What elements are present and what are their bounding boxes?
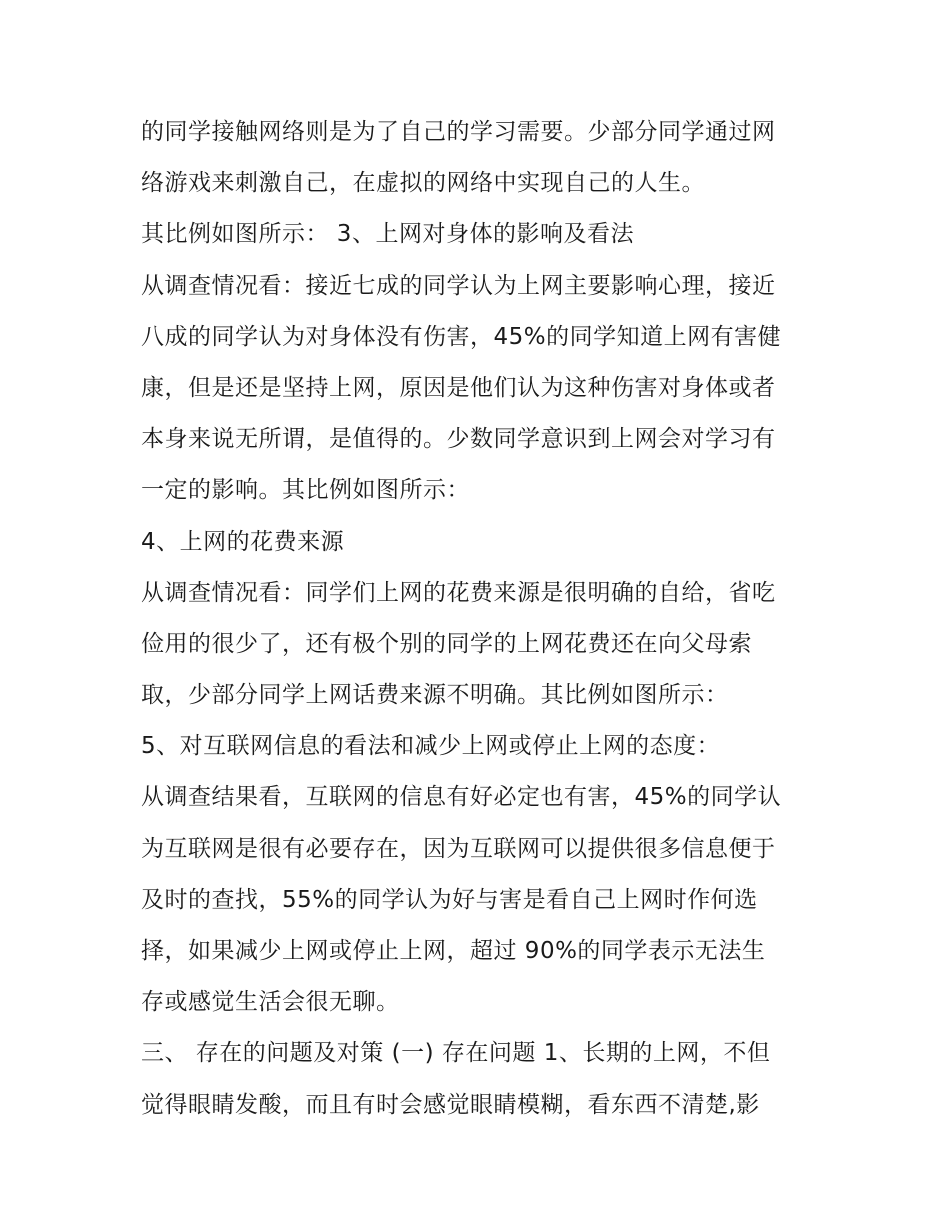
text-line: 康，但是还是坚持上网，原因是他们认为这种伤害对身体或者 [141,374,776,401]
text-line: 八成的同学认为对身体没有伤害，45%的同学知道上网有害健 [141,323,782,350]
text-line: 从调查情况看：接近七成的同学认为上网主要影响心理，接近 [141,272,776,299]
text-line: 从调查结果看，互联网的信息有好必定也有害，45%的同学认 [141,784,782,811]
text-line: 络游戏来刺激自己，在虚拟的网络中实现自己的人生。 [141,170,705,197]
text-line: 为互联网是很有必要存在，因为互联网可以提供很多信息便于 [141,835,776,862]
text-line: 择，如果减少上网或停止上网，超过 90%的同学表示无法生 [141,938,766,964]
section-heading: 4、上网的花费来源 [141,528,345,555]
text-line: 其比例如图所示： 3、上网对身体的影响及看法 [141,221,634,248]
text-line: 存或感觉生活会很无聊。 [141,989,400,1016]
text-line: 从调查情况看：同学们上网的花费来源是很明确的自给，省吃 [141,579,776,606]
text-line: 俭用的很少了，还有极个别的同学的上网花费还在向父母索 [141,630,752,657]
text-line: 本身来说无所谓，是值得的。少数同学意识到上网会对学习有 [141,426,776,453]
text-line: 觉得眼睛发酸，而且有时会感觉眼睛模糊，看东西不清楚,影 [141,1091,760,1118]
text-line: 的同学接触网络则是为了自己的学习需要。少部分同学通过网 [141,119,776,145]
text-line: 及时的查找，55%的同学认为好与害是看自己上网时作何选 [141,886,758,913]
text-line: 一定的影响。其比例如图所示： [141,477,470,504]
section-heading: 5、对互联网信息的看法和减少上网或停止上网的态度： [141,733,721,760]
text-line: 三、 存在的问题及对策 (一) 存在问题 1、长期的上网，不但 [141,1040,771,1067]
document-body [141,107,841,1131]
text-line: 取，少部分同学上网话费来源不明确。其比例如图所示： [141,682,729,709]
